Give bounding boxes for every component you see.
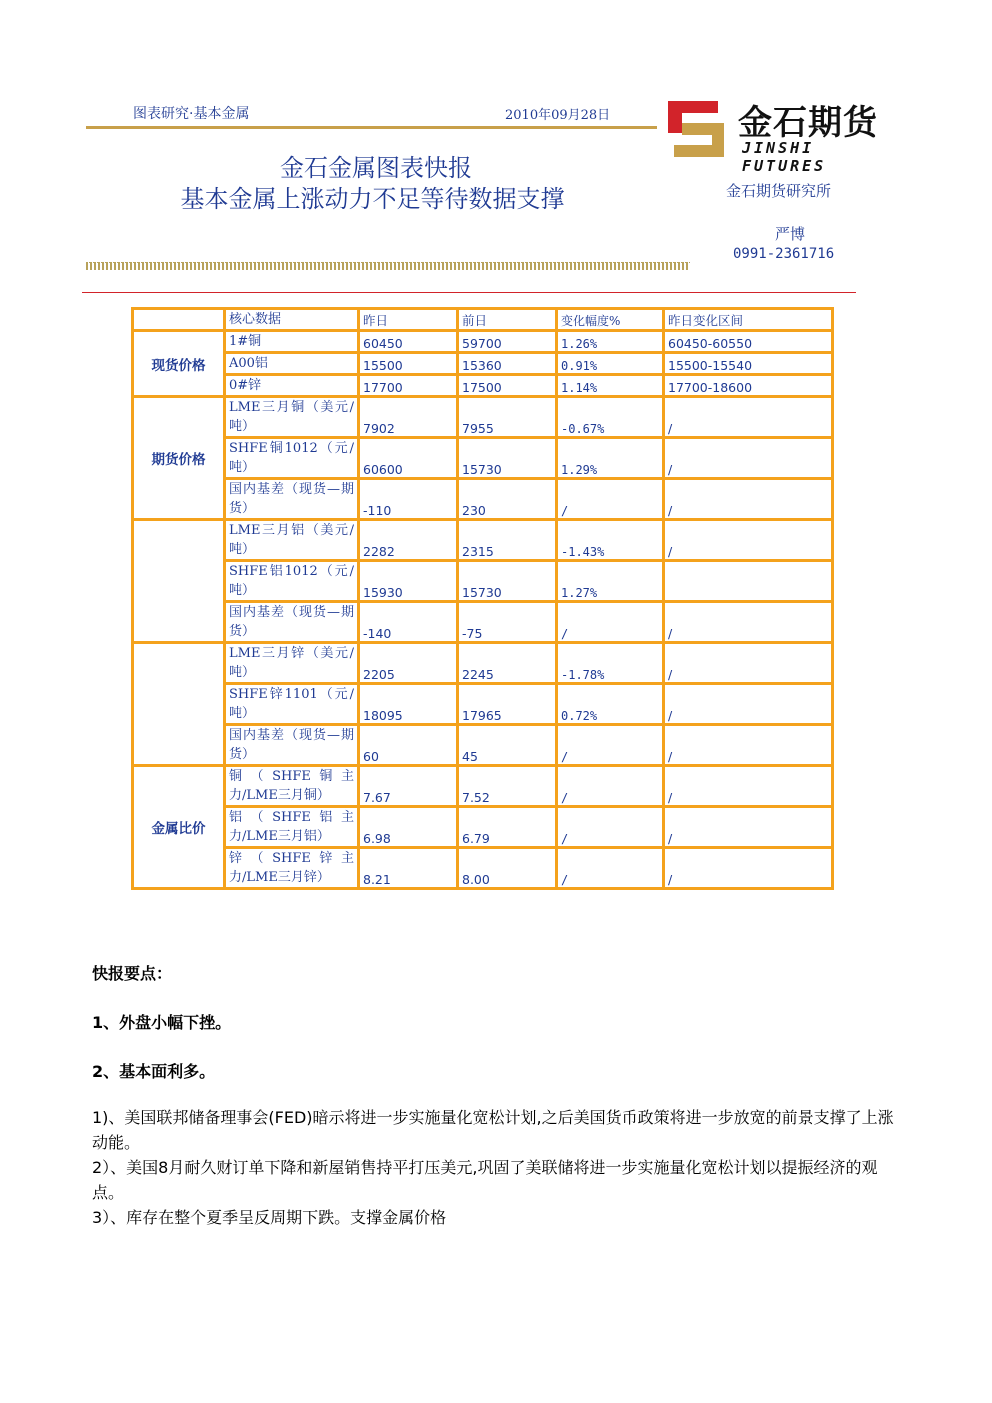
key-points-heading: 快报要点：: [92, 964, 173, 983]
institute-name: 金石期货研究所: [726, 182, 832, 200]
table-row: [133, 725, 833, 766]
table-row: [133, 561, 833, 602]
value-change: -1.43%: [557, 520, 664, 561]
value-yesterday: 7.67: [359, 766, 458, 807]
value-yesterday: 18095: [359, 684, 458, 725]
header-cell: 核心数据: [225, 309, 359, 331]
key-points-body: [92, 1105, 902, 1230]
category-cell: 现货价格: [133, 331, 225, 397]
item-name: 国内基差（现货—期货）: [225, 479, 359, 520]
value-yesterday: 15930: [359, 561, 458, 602]
value-prev: 8.00: [458, 848, 557, 889]
paragraph: 2）、美国8月耐久财订单下降和新屋销售持平打压美元,巩固了美联储将进一步实施量化宽松计划以提振经济的观点。: [92, 1158, 878, 1202]
value-range: 15500-15540: [664, 353, 833, 375]
value-yesterday: -140: [359, 602, 458, 643]
item-name: LME三月锌（美元/吨）: [225, 643, 359, 684]
red-divider: [82, 292, 856, 293]
item-name: 国内基差（现货—期货）: [225, 602, 359, 643]
value-yesterday: 6.98: [359, 807, 458, 848]
item-name: SHFE锌1101（元/吨）: [225, 684, 359, 725]
value-yesterday: 2282: [359, 520, 458, 561]
item-name: 锌（SHFE锌主力/LME三月锌）: [225, 848, 359, 889]
paragraph: 1)、美国联邦储备理事会(FED)暗示将进一步实施量化宽松计划,之后美国货币政策将进一步放宽的前景支撑了上涨动能。: [92, 1108, 894, 1152]
value-range: /: [664, 848, 833, 889]
table-row: [133, 602, 833, 643]
dotted-divider: [86, 262, 690, 270]
value-range: /: [664, 684, 833, 725]
value-range: [664, 561, 833, 602]
value-change: 1.14%: [557, 375, 664, 397]
value-prev: 17500: [458, 375, 557, 397]
table-row: [133, 353, 833, 375]
value-change: /: [557, 602, 664, 643]
item-name: 铝（SHFE铝主力/LME三月铝）: [225, 807, 359, 848]
value-prev: 45: [458, 725, 557, 766]
header-cell: 前日: [458, 309, 557, 331]
paragraph: 3）、库存在整个夏季呈反周期下跌。支撑金属价格: [92, 1208, 447, 1227]
value-prev: 230: [458, 479, 557, 520]
table-row: [133, 766, 833, 807]
value-range: /: [664, 438, 833, 479]
item-name: 国内基差（现货—期货）: [225, 725, 359, 766]
value-change: 1.26%: [557, 331, 664, 353]
value-change: -1.78%: [557, 643, 664, 684]
table-row: [133, 438, 833, 479]
value-range: /: [664, 643, 833, 684]
item-name: 0#锌: [225, 375, 359, 397]
header-cell: 昨日: [359, 309, 458, 331]
category-cell: [133, 520, 225, 643]
item-name: LME三月铝（美元/吨）: [225, 520, 359, 561]
table-row: [133, 520, 833, 561]
value-prev: 7955: [458, 397, 557, 438]
key-point-2: 2、基本面利多。: [92, 1062, 216, 1081]
table-row: [133, 643, 833, 684]
header-section: 图表研究·基本金属: [133, 106, 250, 122]
value-prev: -75: [458, 602, 557, 643]
value-yesterday: 8.21: [359, 848, 458, 889]
table-row: [133, 479, 833, 520]
value-change: -0.67%: [557, 397, 664, 438]
category-cell: 金属比价: [133, 766, 225, 889]
value-change: /: [557, 766, 664, 807]
value-range: /: [664, 479, 833, 520]
value-prev: 15730: [458, 561, 557, 602]
value-prev: 2315: [458, 520, 557, 561]
table-row: [133, 397, 833, 438]
header-cell: 昨日变化区间: [664, 309, 833, 331]
value-range: 60450-60550: [664, 331, 833, 353]
value-prev: 2245: [458, 643, 557, 684]
value-prev: 17965: [458, 684, 557, 725]
item-name: 1#铜: [225, 331, 359, 353]
header-rule: [86, 126, 657, 129]
author-phone: 0991-2361716: [733, 246, 835, 262]
value-change: 0.91%: [557, 353, 664, 375]
header-cell: 变化幅度%: [557, 309, 664, 331]
value-change: 1.27%: [557, 561, 664, 602]
category-cell: 期货价格: [133, 397, 225, 520]
report-title: 金石金属图表快报: [280, 154, 472, 182]
value-prev: 15730: [458, 438, 557, 479]
item-name: 铜（SHFE铜主力/LME三月铜）: [225, 766, 359, 807]
value-prev: 59700: [458, 331, 557, 353]
value-yesterday: 2205: [359, 643, 458, 684]
item-name: SHFE铜1012（元/吨）: [225, 438, 359, 479]
value-prev: 15360: [458, 353, 557, 375]
value-prev: 6.79: [458, 807, 557, 848]
value-change: 1.29%: [557, 438, 664, 479]
value-yesterday: 15500: [359, 353, 458, 375]
value-change: /: [557, 848, 664, 889]
value-yesterday: 60450: [359, 331, 458, 353]
table-row: [133, 331, 833, 353]
value-change: /: [557, 479, 664, 520]
report-subtitle: 基本金属上涨动力不足等待数据支撑: [180, 185, 565, 213]
value-range: /: [664, 520, 833, 561]
table-row: [133, 684, 833, 725]
value-change: 0.72%: [557, 684, 664, 725]
logo-text-cn: 金石期货: [738, 103, 878, 143]
author-name: 严博: [775, 225, 806, 243]
value-yesterday: -110: [359, 479, 458, 520]
value-change: /: [557, 725, 664, 766]
value-range: /: [664, 766, 833, 807]
key-point-1: 1、外盘小幅下挫。: [92, 1013, 232, 1032]
value-range: 17700-18600: [664, 375, 833, 397]
value-range: /: [664, 725, 833, 766]
logo-text-en: JINSHI FUTURES: [742, 139, 827, 175]
value-yesterday: 17700: [359, 375, 458, 397]
table-row: [133, 807, 833, 848]
header-cell-empty: [133, 309, 225, 331]
value-range: /: [664, 602, 833, 643]
value-yesterday: 60: [359, 725, 458, 766]
item-name: LME三月铜（美元/吨）: [225, 397, 359, 438]
category-cell: [133, 643, 225, 766]
table-header-row: [133, 309, 833, 331]
value-yesterday: 60600: [359, 438, 458, 479]
value-yesterday: 7902: [359, 397, 458, 438]
item-name: SHFE铝1012（元/吨）: [225, 561, 359, 602]
value-range: /: [664, 807, 833, 848]
core-data-table: [131, 307, 834, 890]
header-date: 2010年09月28日: [505, 108, 611, 123]
value-change: /: [557, 807, 664, 848]
table-row: [133, 375, 833, 397]
value-range: /: [664, 397, 833, 438]
item-name: A00铝: [225, 353, 359, 375]
value-prev: 7.52: [458, 766, 557, 807]
table-row: [133, 848, 833, 889]
